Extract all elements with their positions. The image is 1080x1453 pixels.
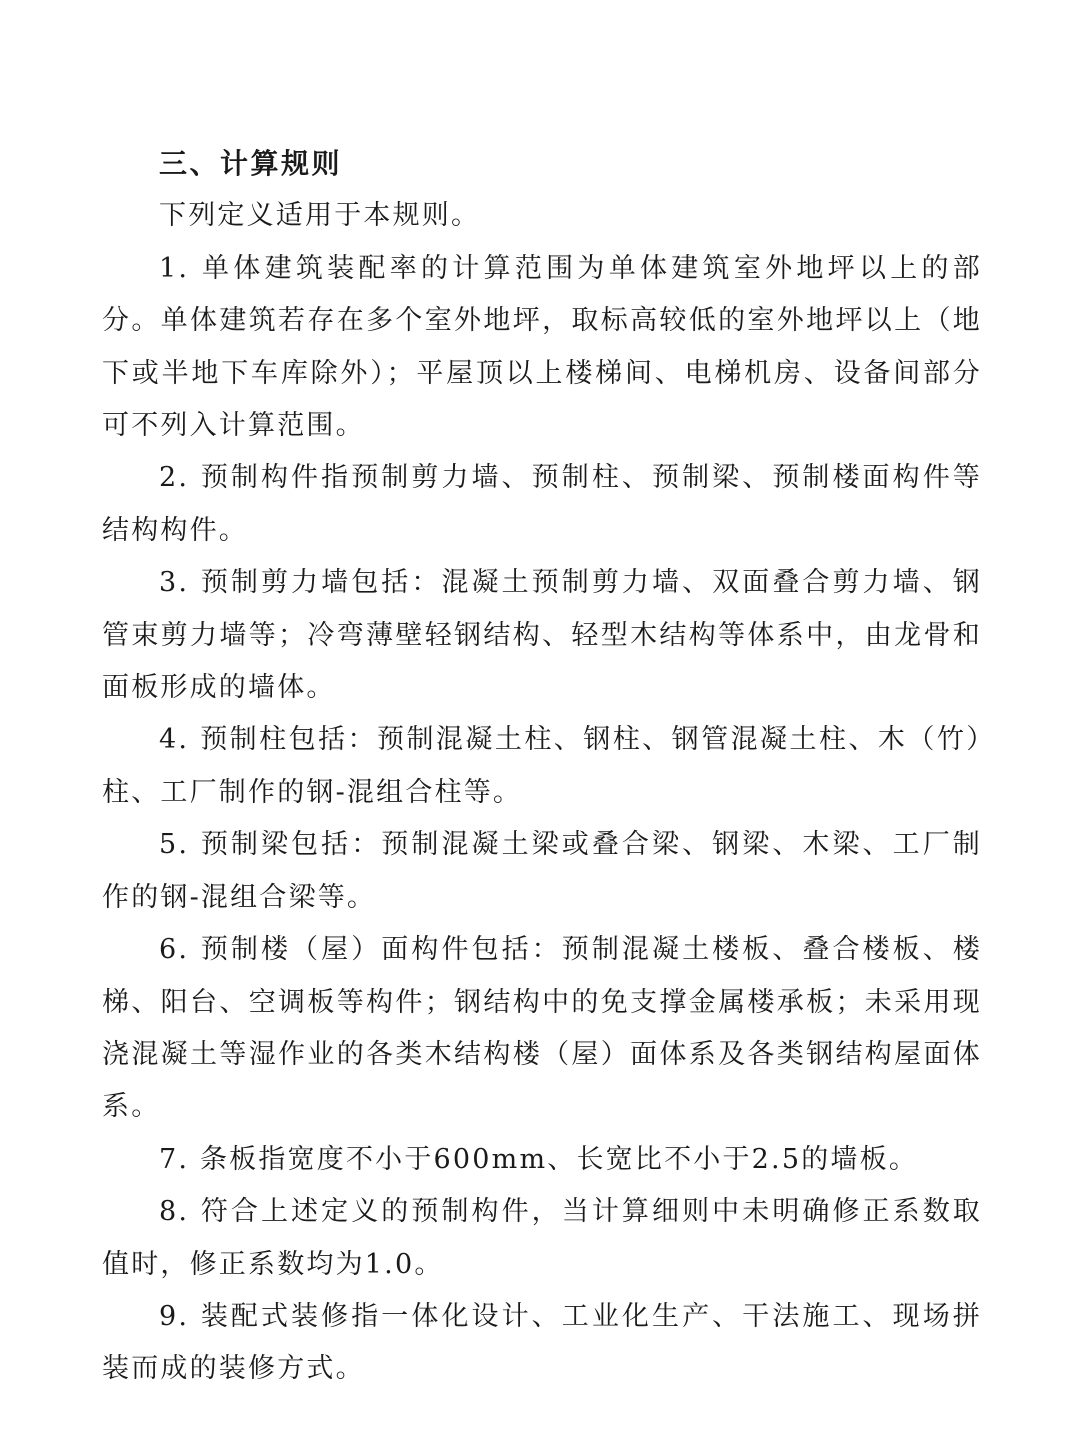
rule-9-paragraph: 9. 装配式装修指一体化设计、工业化生产、干法施工、现场拼装而成的装修方式。 bbox=[102, 1300, 982, 1385]
rule-2-paragraph: 2. 预制构件指预制剪力墙、预制柱、预制梁、预制楼面构件等结构构件。 bbox=[102, 462, 982, 546]
rule-6-paragraph: 6. 预制楼（屋）面构件包括：预制混凝土楼板、叠合楼板、楼梯、阳台、空调板等构件；钢结构中的免支撑金属楼承板；未采用现浇混凝土等湿作业的各类木结构楼（屋）面体系及各类钢结构屋面体系。 bbox=[102, 934, 982, 1123]
rule-8-paragraph: 8. 符合上述定义的预制构件，当计算细则中未明确修正系数取值时，修正系数均为1.0。 bbox=[102, 1196, 982, 1280]
rule-4-paragraph: 4. 预制柱包括：预制混凝土柱、钢柱、钢管混凝土柱、木（竹）柱、工厂制作的钢-混组合柱等。 bbox=[102, 724, 982, 808]
section-heading: 三、计算规则 bbox=[159, 147, 343, 180]
rule-7-paragraph: 7. 条板指宽度不小于600mm、长宽比不小于2.5的墙板。 bbox=[159, 1143, 919, 1175]
document-body bbox=[102, 138, 982, 1396]
intro-paragraph: 下列定义适用于本规则。 bbox=[159, 200, 481, 232]
rule-3-paragraph: 3. 预制剪力墙包括：混凝土预制剪力墙、双面叠合剪力墙、钢管束剪力墙等；冷弯薄壁轻钢结构、轻型木结构等体系中，由龙骨和面板形成的墙体。 bbox=[102, 567, 982, 704]
rule-5-paragraph: 5. 预制梁包括：预制混凝土梁或叠合梁、钢梁、木梁、工厂制作的钢-混组合梁等。 bbox=[102, 829, 982, 913]
rule-1-paragraph: 1. 单体建筑装配率的计算范围为单体建筑室外地坪以上的部分。单体建筑若存在多个室外地坪，取标高较低的室外地坪以上（地下或半地下车库除外）；平屋顶以上楼梯间、电梯机房、设备间部分可不列入计算范围。 bbox=[102, 252, 982, 442]
